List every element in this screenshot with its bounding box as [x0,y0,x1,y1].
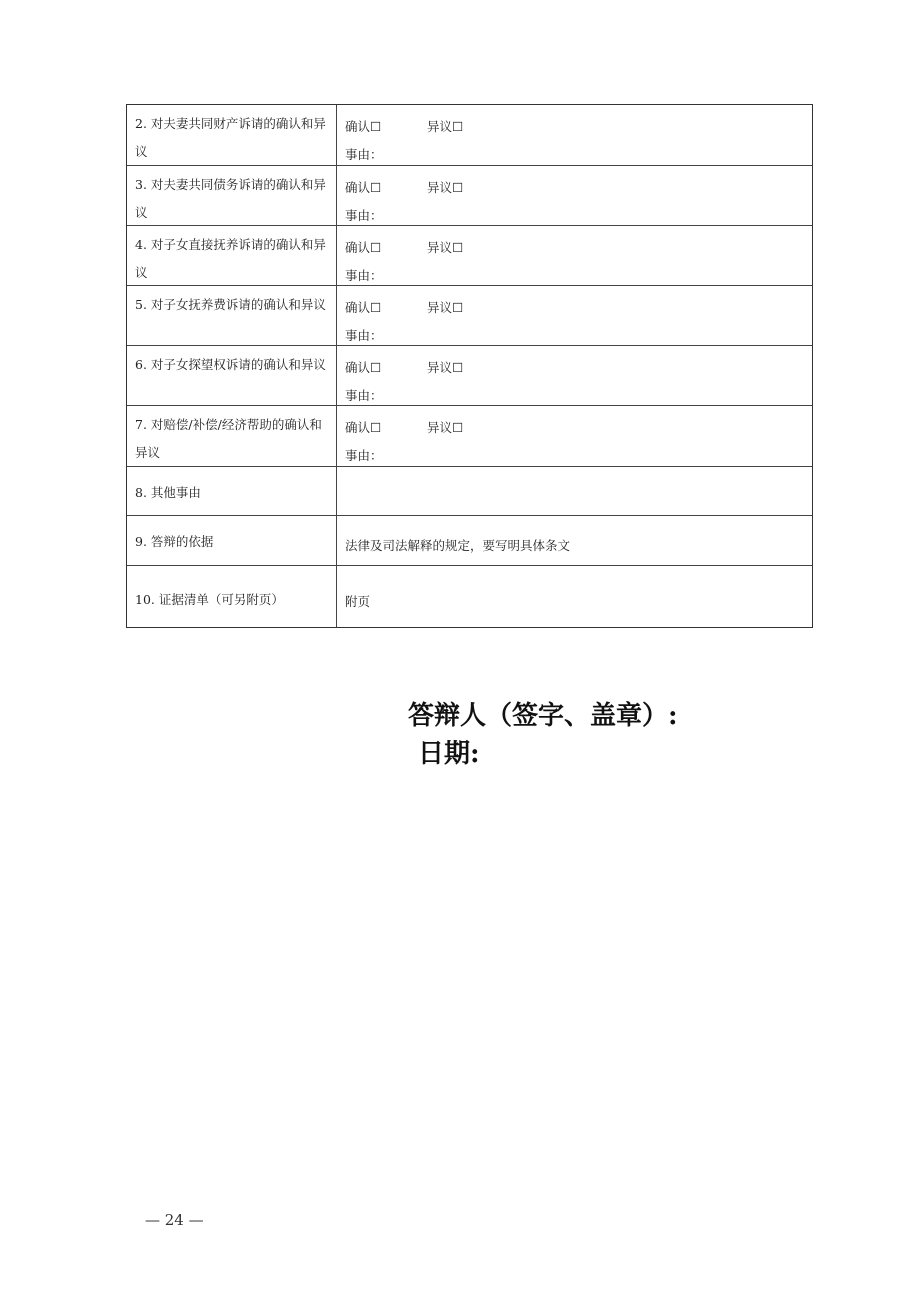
confirm-checkbox[interactable]: 确认☐ [345,300,382,315]
date-label: 日期: [418,739,480,769]
confirm-checkbox[interactable]: 确认☐ [345,420,382,435]
reason-label: 事由： [345,147,383,162]
row-label: 10. 证据清单（可另附页） [135,592,284,607]
table-row-claim [127,285,812,345]
table-row-claim [127,105,812,165]
row-label: 9. 答辩的依据 [135,534,214,549]
reason-label: 事由： [345,388,383,403]
dispute-checkbox[interactable]: 异议☐ [427,119,464,134]
dispute-checkbox[interactable]: 异议☐ [427,360,464,375]
page-number: — 24 — [145,1211,204,1229]
reason-label: 事由： [345,328,383,343]
table-row-claim [127,345,812,405]
table-row-evidence [127,565,812,627]
row-value: 法律及司法解释的规定，要写明具体条文 [345,538,571,553]
table-row-claim [127,405,812,466]
row-value: 附页 [345,594,371,609]
dispute-checkbox[interactable]: 异议☐ [427,420,464,435]
table-row-other-reasons [127,466,812,515]
row-label: 6. 对子女探望权诉请的确认和异议 [135,357,326,372]
row-label: 7. 对赔偿/补偿/经济帮助的确认和异议 [135,417,322,460]
table-row-claim [127,165,812,225]
confirm-checkbox[interactable]: 确认☐ [345,119,382,134]
row-label: 2. 对夫妻共同财产诉请的确认和异议 [135,116,326,159]
row-label: 3. 对夫妻共同债务诉请的确认和异议 [135,177,326,220]
confirm-checkbox[interactable]: 确认☐ [345,180,382,195]
dispute-checkbox[interactable]: 异议☐ [427,180,464,195]
row-label: 4. 对子女直接抚养诉请的确认和异议 [135,237,326,280]
reason-label: 事由： [345,448,383,463]
dispute-checkbox[interactable]: 异议☐ [427,300,464,315]
dispute-checkbox[interactable]: 异议☐ [427,240,464,255]
response-form-table [126,104,813,628]
row-label: 8. 其他事由 [135,485,201,500]
row-label: 5. 对子女抚养费诉请的确认和异议 [135,297,326,312]
table-row-claim [127,225,812,285]
reason-label: 事由： [345,208,383,223]
confirm-checkbox[interactable]: 确认☐ [345,240,382,255]
reason-label: 事由： [345,268,383,283]
table-row-basis [127,515,812,565]
confirm-checkbox[interactable]: 确认☐ [345,360,382,375]
respondent-signature-label: 答辩人（签字、盖章）: [408,701,678,731]
